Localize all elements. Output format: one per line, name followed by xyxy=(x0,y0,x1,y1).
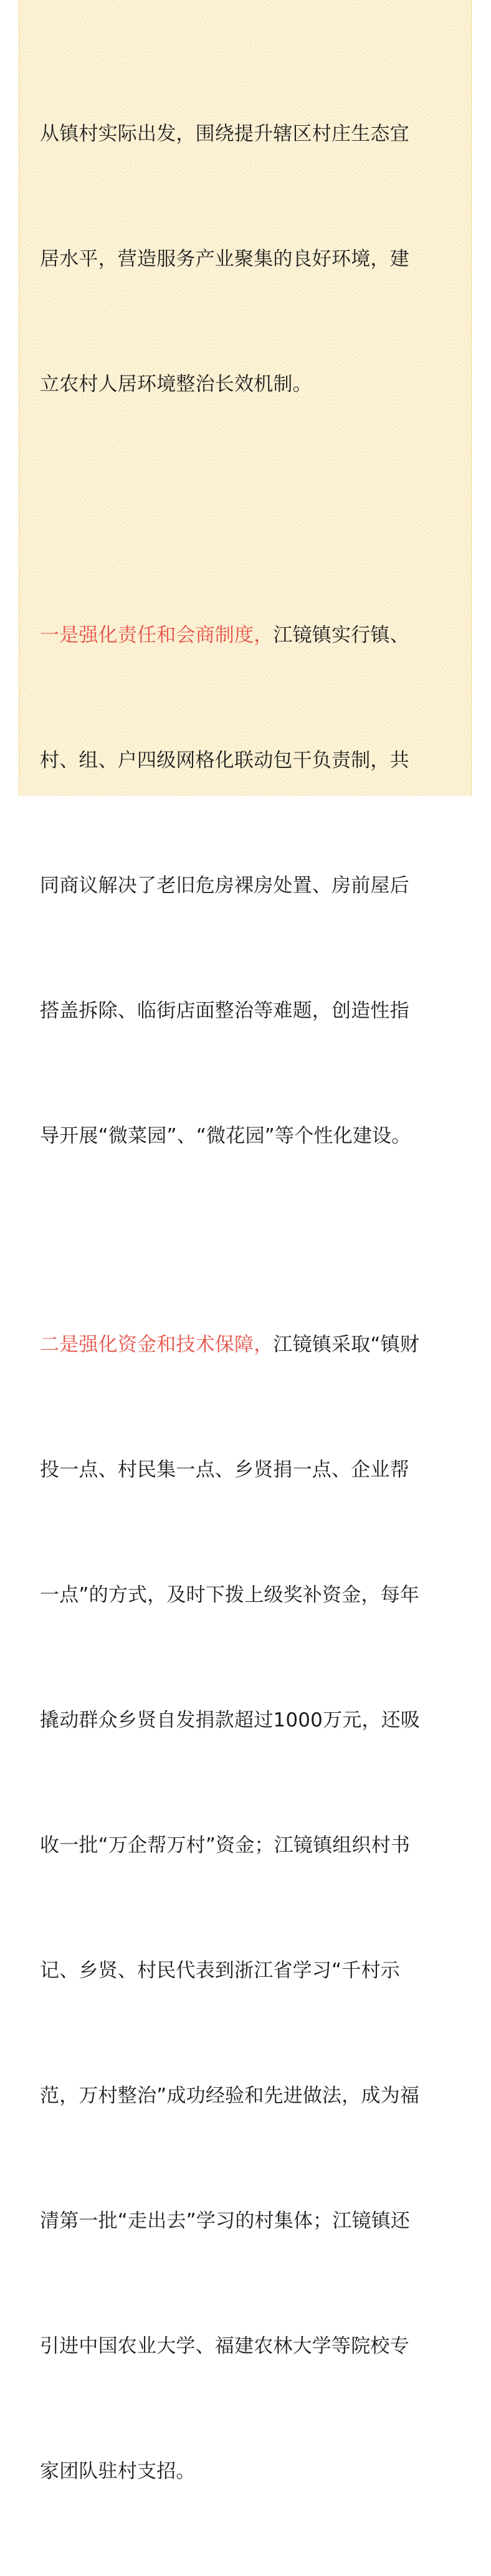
section-two-line: 记、乡贤、村民代表到浙江省学习“千村示 xyxy=(40,1959,400,1982)
section-one-first-line-text: 江镜镇实行镇、 xyxy=(273,624,409,646)
section-two-first-line xyxy=(40,1324,457,1366)
section-two-line: 一点”的方式，及时下拨上级奖补资金，每年 xyxy=(40,1584,420,1606)
section-two-line: 家团队驻村支招。 xyxy=(40,2460,196,2483)
section-two-line: 范，万村整治”成功经验和先进做法，成为福 xyxy=(40,2085,420,2107)
intro-paragraph xyxy=(40,30,457,489)
article-card xyxy=(19,0,472,2483)
intro-line: 立农村人居环境整治长效机制。 xyxy=(40,373,312,395)
section-one-first-line xyxy=(40,615,457,656)
section-two-line: 撬动群众乡贤自发捐款超过1000万元，还吸 xyxy=(40,1709,421,1731)
section-two-line: 清第一批“走出去”学习的村集体；江镜镇还 xyxy=(40,2210,411,2232)
section-two-line: 投一点、村民集一点、乡贤捐一点、企业帮 xyxy=(40,1459,409,1481)
section-two-heading: 二是强化资金和技术保障， xyxy=(40,1333,274,1356)
section-one-line: 导开展“微菜园”、“微花园”等个性化建设。 xyxy=(40,1125,411,1147)
intro-line: 居水平，营造服务产业聚集的良好环境，建 xyxy=(40,248,409,270)
section-two-first-line-text: 江镜镇采取“镇财 xyxy=(273,1333,420,1356)
section-one-line: 搭盖拆除、临街店面整治等难题，创造性指 xyxy=(40,1000,409,1022)
section-two-paragraph xyxy=(40,1241,457,2576)
article-content xyxy=(40,30,457,2576)
paragraph-spacer xyxy=(40,489,457,531)
intro-line: 从镇村实际出发，围绕提升辖区村庄生态宜 xyxy=(40,123,409,145)
section-two-line: 引进中国农业大学、福建农林大学等院校专 xyxy=(40,2335,409,2357)
section-one-line: 村、组、户四级网格化联动包干负责制，共 xyxy=(40,749,409,772)
section-one-heading: 一是强化责任和会商制度， xyxy=(40,624,274,646)
section-one-line: 同商议解决了老旧危房裸房处置、房前屋后 xyxy=(40,874,409,897)
section-two-line: 收一批“万企帮万村”资金；江镜镇组织村书 xyxy=(40,1834,411,1857)
section-one-paragraph xyxy=(40,531,457,1241)
